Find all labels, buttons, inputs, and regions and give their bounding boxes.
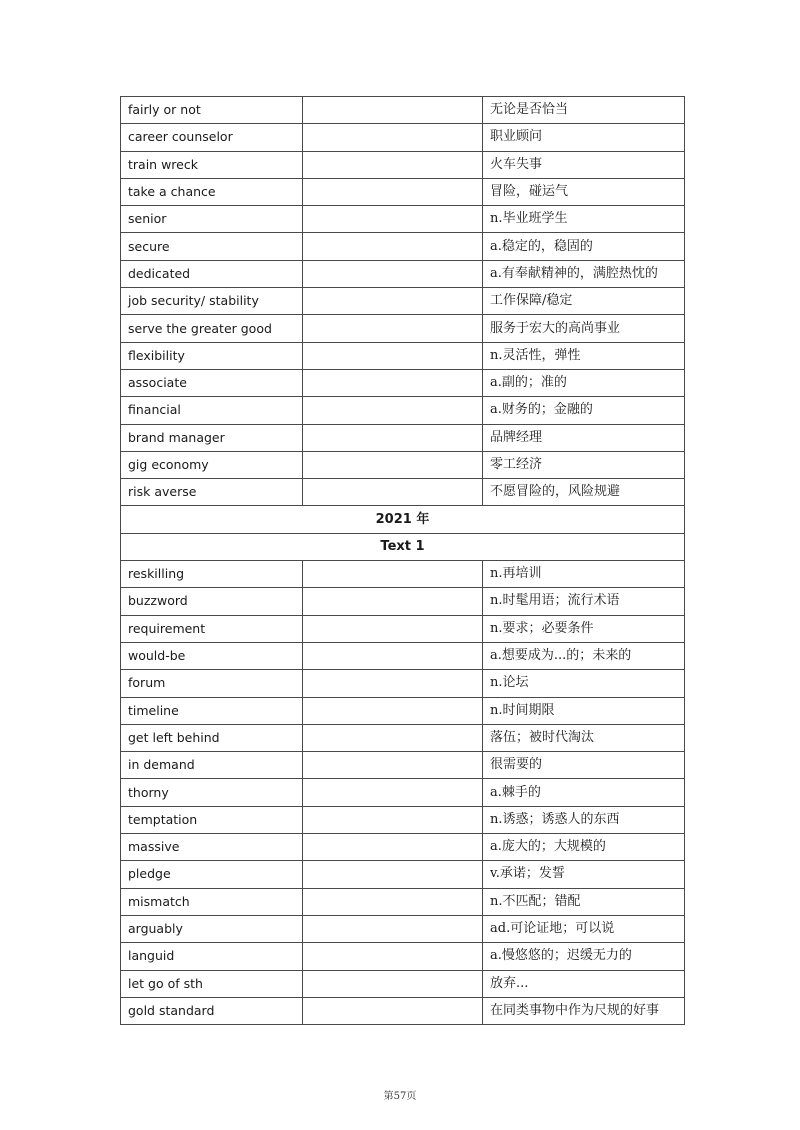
english-term: take a chance xyxy=(121,178,303,205)
note-cell xyxy=(303,97,483,124)
vocab-row xyxy=(121,997,685,1024)
english-term: serve the greater good xyxy=(121,315,303,342)
section-header: 2021 年 xyxy=(121,506,685,533)
english-term: would-be xyxy=(121,642,303,669)
vocab-row xyxy=(121,888,685,915)
vocab-row xyxy=(121,670,685,697)
chinese-definition: 在同类事物中作为尺规的好事 xyxy=(483,997,685,1024)
chinese-definition: a.慢悠悠的；迟缓无力的 xyxy=(483,943,685,970)
vocab-row xyxy=(121,642,685,669)
vocab-row xyxy=(121,970,685,997)
vocab-row xyxy=(121,369,685,396)
note-cell xyxy=(303,834,483,861)
chinese-definition: n.不匹配；错配 xyxy=(483,888,685,915)
chinese-definition: n.时髦用语；流行术语 xyxy=(483,588,685,615)
chinese-definition: 工作保障/稳定 xyxy=(483,288,685,315)
chinese-definition: 火车失事 xyxy=(483,151,685,178)
note-cell xyxy=(303,288,483,315)
note-cell xyxy=(303,997,483,1024)
note-cell xyxy=(303,315,483,342)
note-cell xyxy=(303,178,483,205)
chinese-definition: 服务于宏大的高尚事业 xyxy=(483,315,685,342)
chinese-definition: a.有奉献精神的，满腔热忱的 xyxy=(483,260,685,287)
note-cell xyxy=(303,970,483,997)
chinese-definition: a.副的；准的 xyxy=(483,369,685,396)
note-cell xyxy=(303,342,483,369)
chinese-definition: n.毕业班学生 xyxy=(483,206,685,233)
english-term: requirement xyxy=(121,615,303,642)
english-term: financial xyxy=(121,397,303,424)
note-cell xyxy=(303,888,483,915)
vocab-row xyxy=(121,806,685,833)
english-term: let go of sth xyxy=(121,970,303,997)
vocab-row xyxy=(121,260,685,287)
note-cell xyxy=(303,397,483,424)
vocab-row xyxy=(121,779,685,806)
english-term: associate xyxy=(121,369,303,396)
vocab-row xyxy=(121,178,685,205)
note-cell xyxy=(303,615,483,642)
note-cell xyxy=(303,561,483,588)
vocab-row xyxy=(121,315,685,342)
english-term: in demand xyxy=(121,752,303,779)
note-cell xyxy=(303,642,483,669)
note-cell xyxy=(303,861,483,888)
note-cell xyxy=(303,233,483,260)
vocab-row xyxy=(121,615,685,642)
chinese-definition: v.承诺；发誓 xyxy=(483,861,685,888)
note-cell xyxy=(303,752,483,779)
vocab-row xyxy=(121,97,685,124)
chinese-definition: 职业顾问 xyxy=(483,124,685,151)
vocab-row xyxy=(121,233,685,260)
chinese-definition: ad.可论证地；可以说 xyxy=(483,915,685,942)
english-term: arguably xyxy=(121,915,303,942)
english-term: timeline xyxy=(121,697,303,724)
note-cell xyxy=(303,260,483,287)
note-cell xyxy=(303,724,483,751)
note-cell xyxy=(303,369,483,396)
chinese-definition: 不愿冒险的，风险规避 xyxy=(483,479,685,506)
note-cell xyxy=(303,697,483,724)
chinese-definition: 很需要的 xyxy=(483,752,685,779)
note-cell xyxy=(303,151,483,178)
chinese-definition: n.再培训 xyxy=(483,561,685,588)
english-term: gig economy xyxy=(121,451,303,478)
vocab-row xyxy=(121,561,685,588)
vocab-row xyxy=(121,752,685,779)
note-cell xyxy=(303,670,483,697)
section-header-row xyxy=(121,533,685,560)
chinese-definition: a.想要成为...的；未来的 xyxy=(483,642,685,669)
note-cell xyxy=(303,451,483,478)
vocab-row xyxy=(121,342,685,369)
chinese-definition: 零工经济 xyxy=(483,451,685,478)
chinese-definition: 品牌经理 xyxy=(483,424,685,451)
vocab-row xyxy=(121,834,685,861)
chinese-definition: a.稳定的，稳固的 xyxy=(483,233,685,260)
note-cell xyxy=(303,124,483,151)
vocab-row xyxy=(121,151,685,178)
vocabulary-table xyxy=(120,96,685,1025)
english-term: forum xyxy=(121,670,303,697)
english-term: dedicated xyxy=(121,260,303,287)
vocab-row xyxy=(121,451,685,478)
note-cell xyxy=(303,206,483,233)
note-cell xyxy=(303,806,483,833)
english-term: massive xyxy=(121,834,303,861)
vocab-row xyxy=(121,124,685,151)
vocab-row xyxy=(121,915,685,942)
chinese-definition: n.时间期限 xyxy=(483,697,685,724)
english-term: secure xyxy=(121,233,303,260)
english-term: train wreck xyxy=(121,151,303,178)
english-term: get left behind xyxy=(121,724,303,751)
english-term: temptation xyxy=(121,806,303,833)
note-cell xyxy=(303,588,483,615)
section-header: Text 1 xyxy=(121,533,685,560)
english-term: thorny xyxy=(121,779,303,806)
chinese-definition: a.庞大的；大规模的 xyxy=(483,834,685,861)
english-term: mismatch xyxy=(121,888,303,915)
english-term: senior xyxy=(121,206,303,233)
vocabulary-table-body xyxy=(121,97,685,1025)
vocab-row xyxy=(121,724,685,751)
english-term: fairly or not xyxy=(121,97,303,124)
vocab-row xyxy=(121,861,685,888)
chinese-definition: 放弃... xyxy=(483,970,685,997)
note-cell xyxy=(303,915,483,942)
english-term: risk averse xyxy=(121,479,303,506)
chinese-definition: a.棘手的 xyxy=(483,779,685,806)
vocab-row xyxy=(121,288,685,315)
vocab-row xyxy=(121,397,685,424)
english-term: brand manager xyxy=(121,424,303,451)
english-term: buzzword xyxy=(121,588,303,615)
page-number: 第57页 xyxy=(383,1091,417,1102)
english-term: reskilling xyxy=(121,561,303,588)
chinese-definition: a.财务的；金融的 xyxy=(483,397,685,424)
note-cell xyxy=(303,779,483,806)
english-term: flexibility xyxy=(121,342,303,369)
vocab-row xyxy=(121,206,685,233)
section-header-row xyxy=(121,506,685,533)
vocab-row xyxy=(121,588,685,615)
vocab-row xyxy=(121,424,685,451)
chinese-definition: 冒险，碰运气 xyxy=(483,178,685,205)
chinese-definition: n.灵活性，弹性 xyxy=(483,342,685,369)
note-cell xyxy=(303,479,483,506)
english-term: gold standard xyxy=(121,997,303,1024)
chinese-definition: 落伍；被时代淘汰 xyxy=(483,724,685,751)
vocab-row xyxy=(121,697,685,724)
english-term: pledge xyxy=(121,861,303,888)
chinese-definition: n.诱惑；诱惑人的东西 xyxy=(483,806,685,833)
english-term: career counselor xyxy=(121,124,303,151)
vocab-row xyxy=(121,943,685,970)
english-term: languid xyxy=(121,943,303,970)
english-term: job security/ stability xyxy=(121,288,303,315)
note-cell xyxy=(303,424,483,451)
chinese-definition: n.论坛 xyxy=(483,670,685,697)
chinese-definition: 无论是否恰当 xyxy=(483,97,685,124)
chinese-definition: n.要求；必要条件 xyxy=(483,615,685,642)
note-cell xyxy=(303,943,483,970)
vocab-row xyxy=(121,479,685,506)
